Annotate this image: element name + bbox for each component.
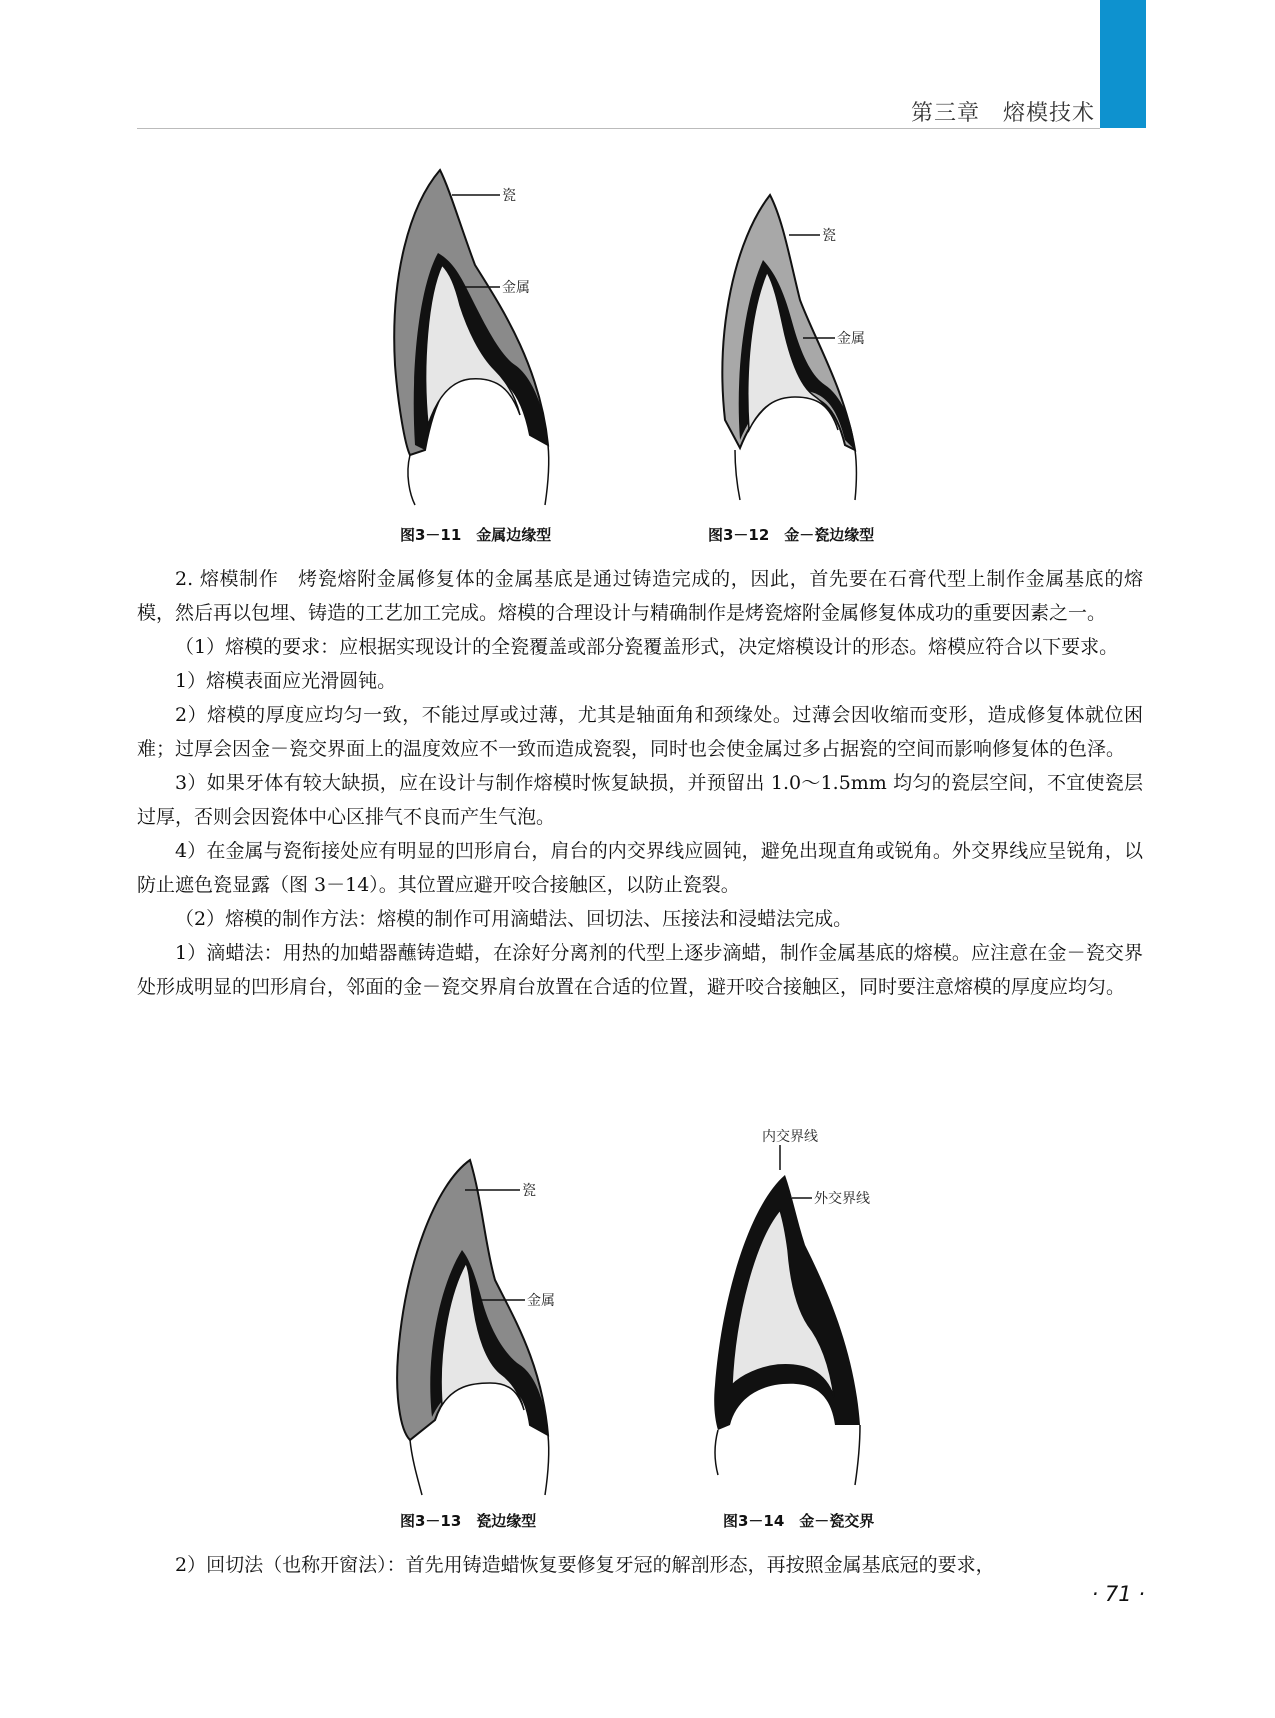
figure-3-13 xyxy=(390,1155,590,1495)
paragraph-methods: （2）熔模的制作方法：熔模的制作可用滴蜡法、回切法、压接法和浸蜡法完成。 xyxy=(175,908,853,930)
fig-3-11-porcelain-label: 瓷 xyxy=(502,188,516,204)
figure-3-12 xyxy=(705,190,905,500)
fig-3-14-caption: 图3－14 金－瓷交界 xyxy=(723,1512,875,1530)
fig-3-12-metal-label: 金属 xyxy=(837,331,865,347)
figure-3-14 xyxy=(700,1129,900,1495)
figure-3-11 xyxy=(390,165,590,505)
body-text-upper xyxy=(137,562,1143,1004)
body-text-lower xyxy=(137,1548,1143,1582)
page-number: · 71 · xyxy=(1091,1582,1145,1606)
fig-3-13-caption: 图3－13 瓷边缘型 xyxy=(400,1512,537,1530)
fig-3-14-outer-line-label: 外交界线 xyxy=(814,1191,870,1207)
paragraph-req-3: 3）如果牙体有较大缺损，应在设计与制作熔模时恢复缺损，并预留出 1.0～1.5mm 均匀的瓷层空间，不宜使瓷层过厚，否则会因瓷体中心区排气不良而产生气泡。 xyxy=(137,772,1143,828)
fig-3-13-porcelain-label: 瓷 xyxy=(522,1183,536,1199)
paragraph-req-2: 2）熔模的厚度应均匀一致，不能过厚或过薄，尤其是轴面角和颈缘处。过薄会因收缩而变形，造成修复体就位困难；过厚会因金－瓷交界面上的温度效应不一致而造成瓷裂，同时也会使金属过多占据瓷的空间而影响修复体的色泽。 xyxy=(137,704,1143,760)
chapter-header: 第三章 熔模技术 xyxy=(910,101,1095,126)
paragraph-cutback-method: 2）回切法（也称开窗法）：首先用铸造蜡恢复要修复牙冠的解剖形态，再按照金属基底冠的要求， xyxy=(175,1554,995,1576)
header-divider xyxy=(137,128,1100,129)
paragraph-wax-pattern-intro: 2. 熔模制作 烤瓷熔附金属修复体的金属基底是通过铸造完成的，因此，首先要在石膏代型上制作金属基底的熔模，然后再以包埋、铸造的工艺加工完成。熔模的合理设计与精确制作是烤瓷熔附金属修复体成功的重要因素之一。 xyxy=(137,568,1143,624)
fig-3-13-metal-label: 金属 xyxy=(527,1293,555,1309)
fig-3-14-inner-line-label: 内交界线 xyxy=(762,1129,818,1145)
fig-3-12-porcelain-label: 瓷 xyxy=(822,228,836,244)
fig-3-11-caption: 图3－11 金属边缘型 xyxy=(400,526,552,544)
paragraph-drip-method: 1）滴蜡法：用热的加蜡器蘸铸造蜡，在涂好分离剂的代型上逐步滴蜡，制作金属基底的熔模。应注意在金－瓷交界处形成明显的凹形肩台，邻面的金－瓷交界肩台放置在合适的位置，避开咬合接触区，同时要注意熔模的厚度应均匀。 xyxy=(137,942,1143,998)
paragraph-requirements: （1）熔模的要求：应根据实现设计的全瓷覆盖或部分瓷覆盖形式，决定熔模设计的形态。熔模应符合以下要求。 xyxy=(175,636,1119,658)
fig-3-12-caption: 图3－12 金－瓷边缘型 xyxy=(708,526,875,544)
paragraph-req-4: 4）在金属与瓷衔接处应有明显的凹形肩台，肩台的内交界线应圆钝，避免出现直角或锐角。外交界线应呈锐角，以防止遮色瓷显露（图 3－14）。其位置应避开咬合接触区，以防止瓷裂。 xyxy=(137,840,1143,896)
chapter-color-tab xyxy=(1100,0,1146,128)
fig-3-11-metal-label: 金属 xyxy=(502,280,530,296)
paragraph-req-1: 1）熔模表面应光滑圆钝。 xyxy=(175,670,397,692)
